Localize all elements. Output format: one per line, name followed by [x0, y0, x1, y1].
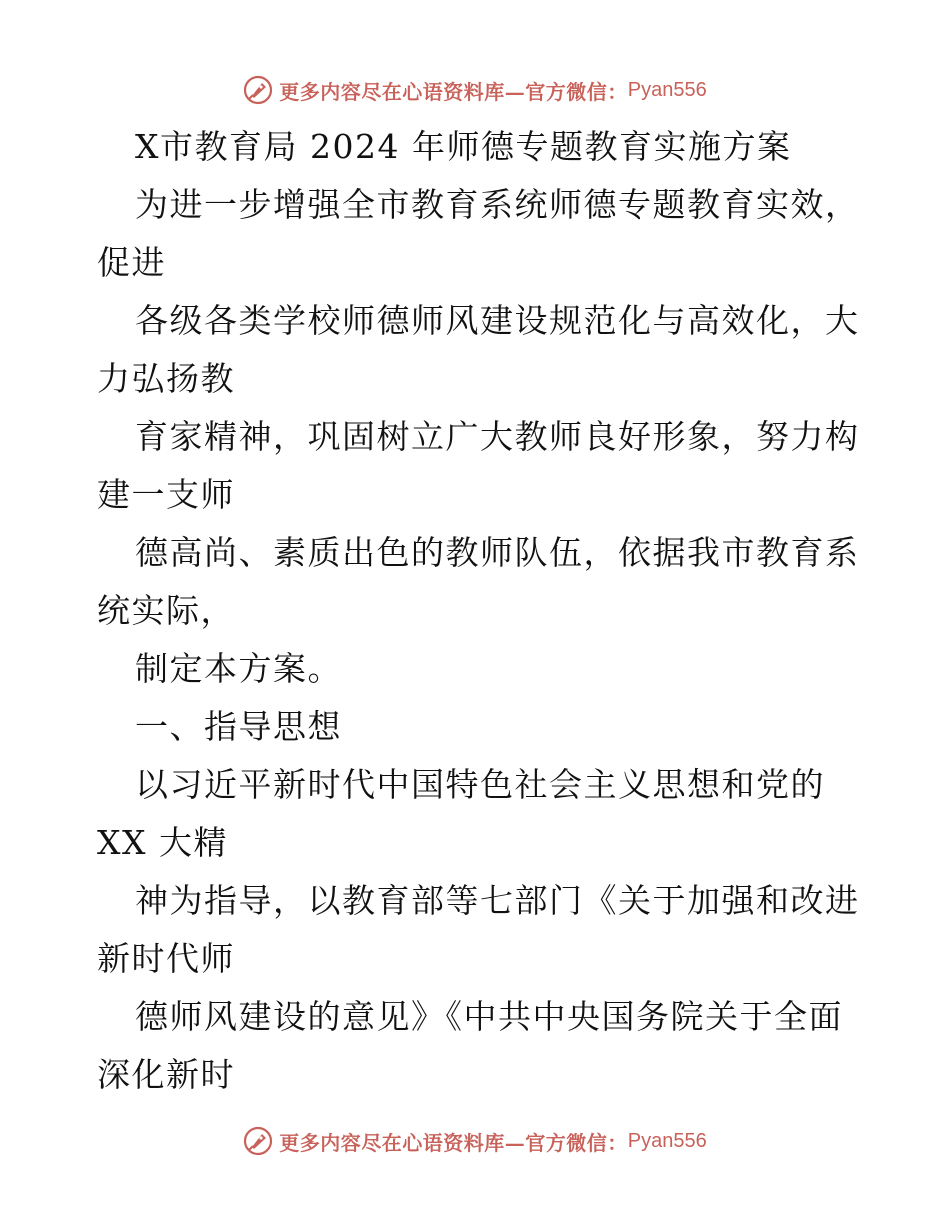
paragraph-line: 力弘扬教 [97, 359, 235, 398]
paragraph-line: 统实际， [97, 591, 235, 630]
paragraph-line: 新时代师 [97, 939, 235, 978]
header-watermark-banner [0, 70, 950, 110]
paragraph-line: XX 大精 [97, 823, 228, 862]
paragraph-line: 各级各类学校师德师风建设规范化与高效化，大 [135, 301, 860, 340]
footer-watermark-banner [0, 1121, 950, 1161]
paragraph-line: 德师风建设的意见》《中共中央国务院关于全面 [135, 997, 843, 1036]
paragraph-line: 制定本方案。 [135, 649, 342, 688]
watermark-wechat-id: Pyan556 [627, 78, 707, 101]
pen-nib-logo-icon [243, 75, 273, 105]
paragraph-line: 建一支师 [97, 475, 235, 514]
section-heading: 一、指导思想 [135, 707, 342, 746]
watermark-text: 更多内容尽在心语资料库—官方微信： [279, 79, 628, 104]
pen-nib-logo-icon [243, 1126, 273, 1156]
paragraph-line: 为进一步增强全市教育系统师德专题教育实效， [135, 185, 860, 224]
watermark-wechat-id: Pyan556 [627, 1129, 707, 1152]
paragraph-line: 深化新时 [97, 1055, 235, 1094]
paragraph-line: 促进 [97, 243, 166, 282]
paragraph-line: 以习近平新时代中国特色社会主义思想和党的 [135, 765, 825, 804]
paragraph-line: 德高尚、素质出色的教师队伍，依据我市教育系 [135, 533, 860, 572]
document-body [97, 118, 860, 1104]
paragraph-line: 神为指导，以教育部等七部门《关于加强和改进 [135, 881, 860, 920]
watermark-text: 更多内容尽在心语资料库—官方微信： [279, 1130, 628, 1155]
document-title: X市教育局 2024 年师德专题教育实施方案 [135, 127, 792, 166]
paragraph-line: 育家精神，巩固树立广大教师良好形象，努力构 [135, 417, 860, 456]
